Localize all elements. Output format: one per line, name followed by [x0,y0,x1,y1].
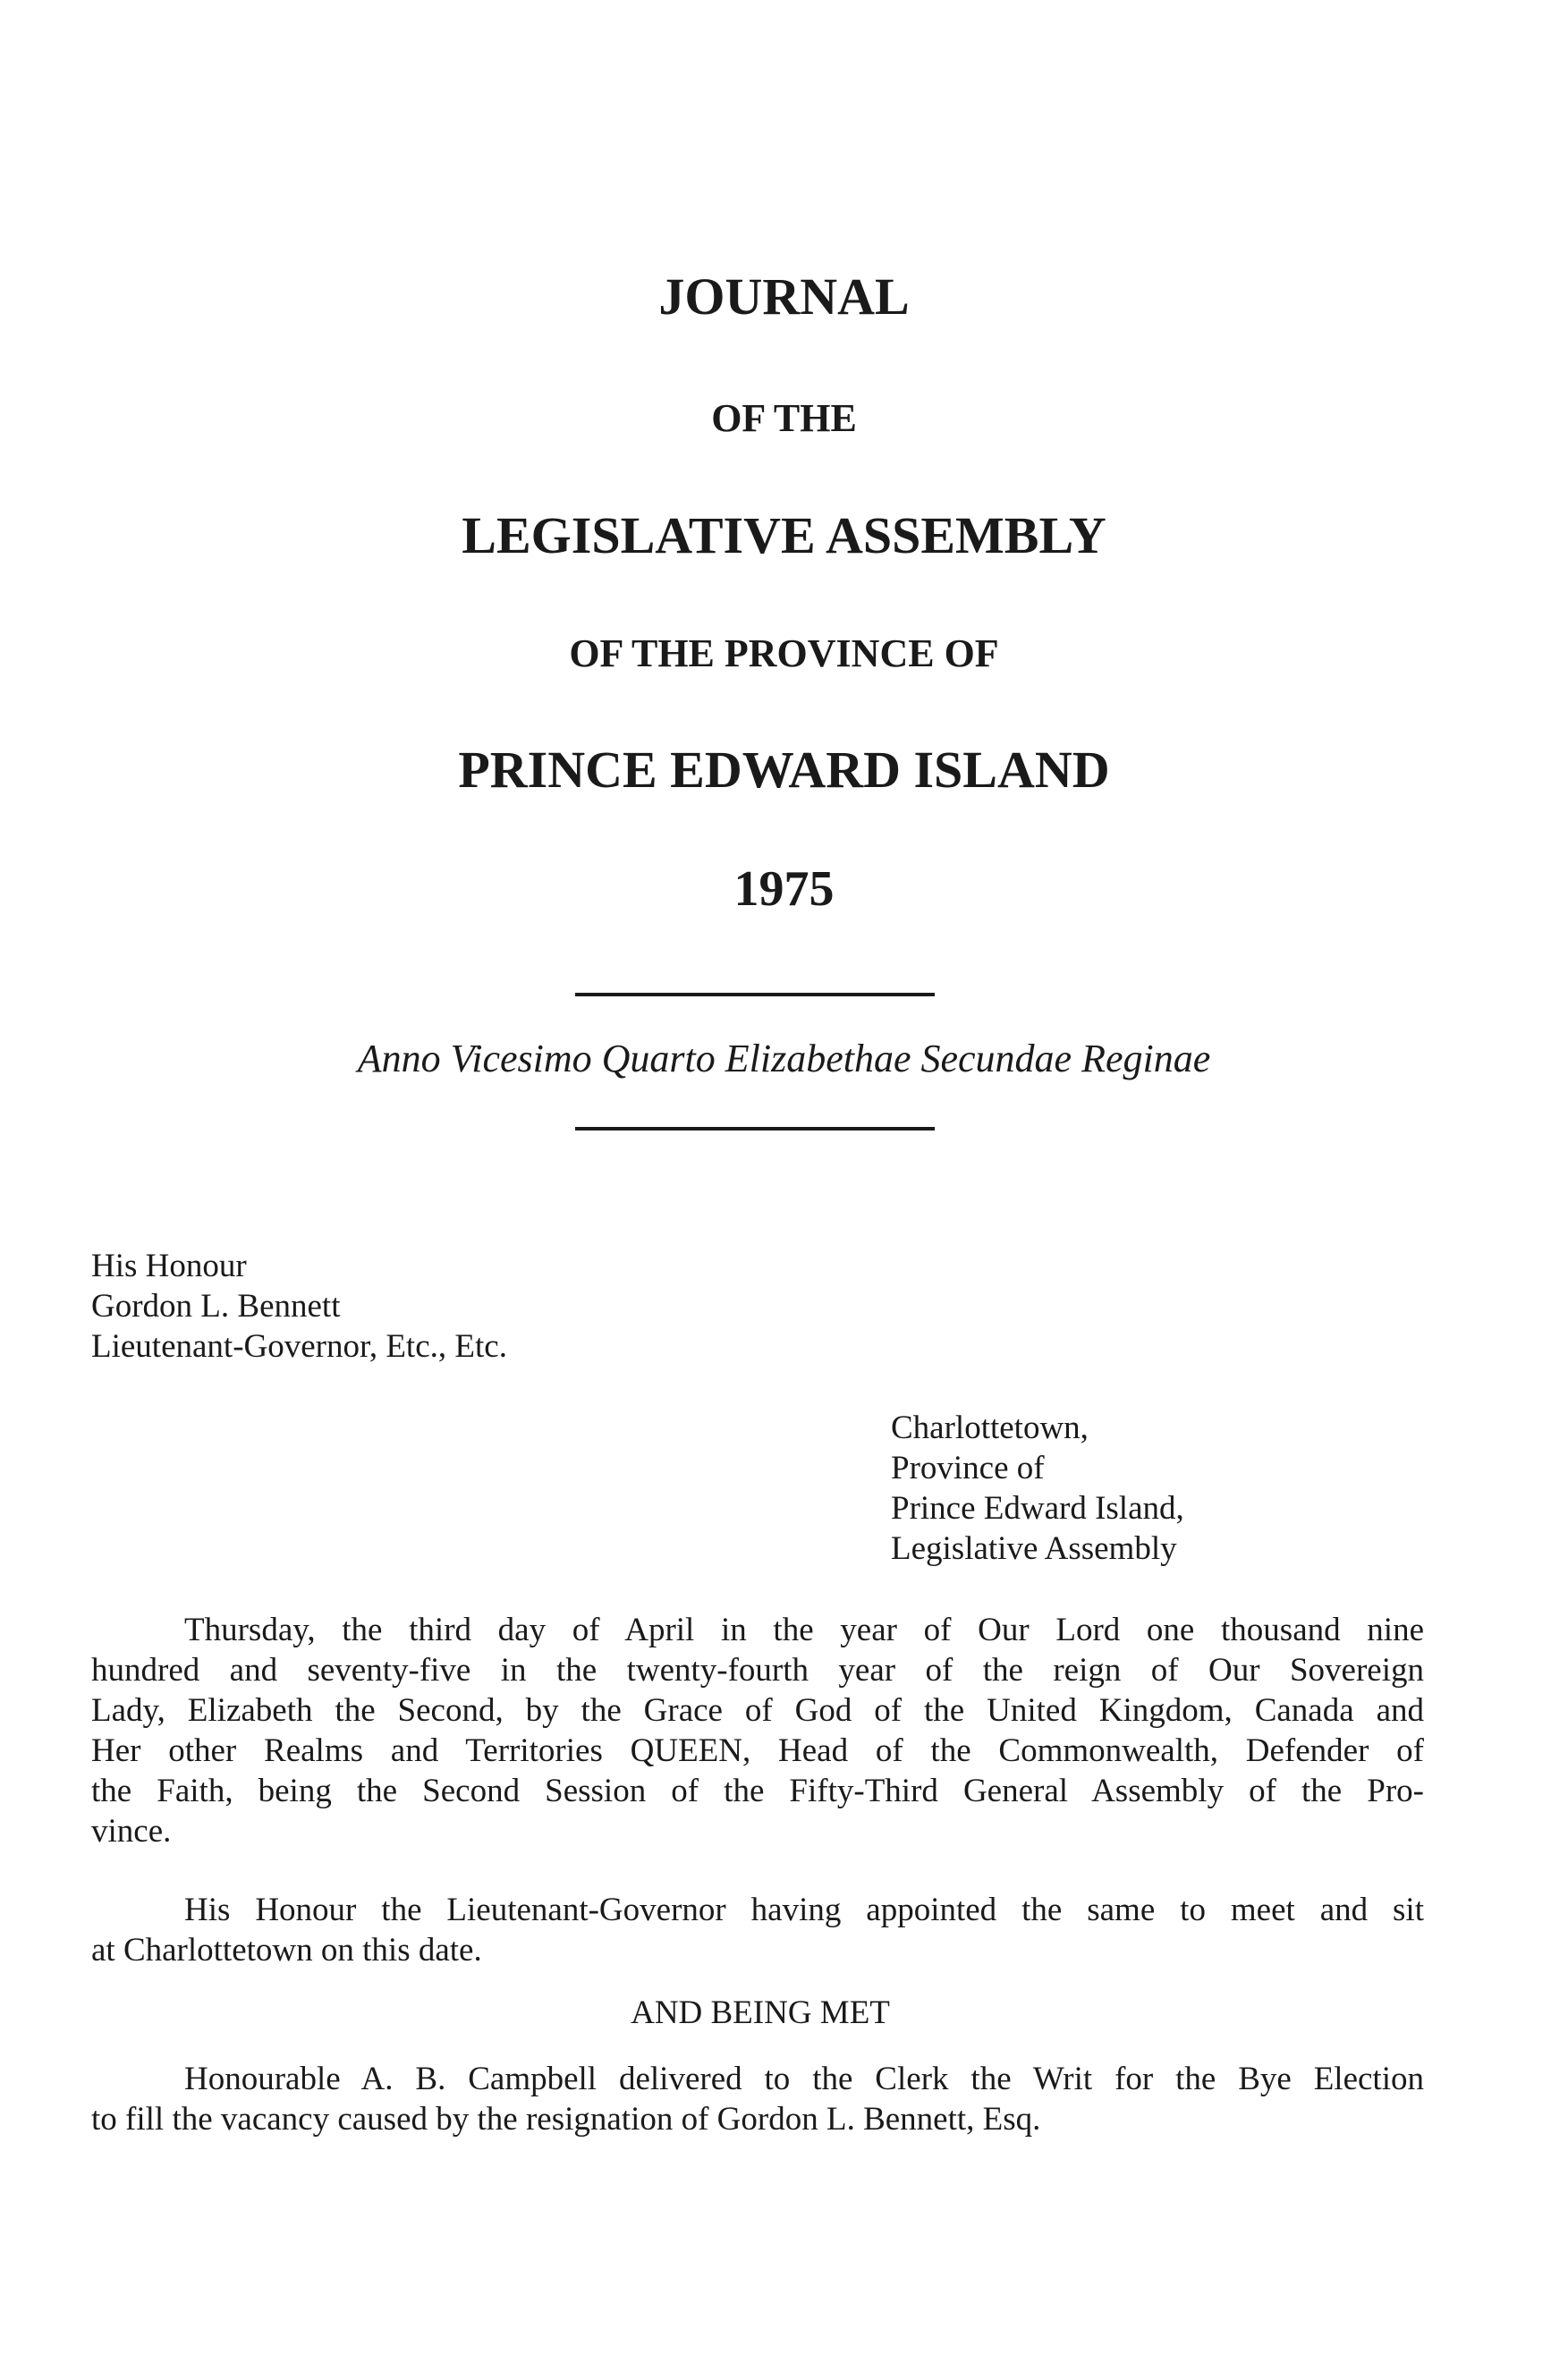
title-legislative-assembly: LEGISLATIVE ASSEMBLY [462,506,1106,564]
place-block [891,1408,1184,1569]
addressee-line: His Honour [91,1248,247,1284]
place-line: Legislative Assembly [891,1530,1177,1567]
divider-rule-top [575,993,935,996]
addressee-block [91,1246,507,1367]
title-of-the-province-of: OF THE PROVINCE OF [569,631,999,675]
opening-paragraph [91,1610,1424,1851]
writ-paragraph [91,2059,1424,2139]
title-journal: JOURNAL [658,267,910,326]
paragraph-line: to fill the vacancy caused by the resignation of Gordon L. Bennett, Esq. [91,2101,1041,2138]
paragraph-line: at Charlottetown on this date. [91,1932,482,1969]
paragraph-line: Thursday, the third day of April in the year of Our Lord one thousand nine [184,1612,1424,1648]
regnal-year-line: Anno Vicesimo Quarto Elizabethae Secundae Reginae [357,1037,1211,1080]
appointment-paragraph [91,1890,1424,1970]
paragraph-line: the Faith, being the Second Session of the Fifty-Third General Assembly of the Pro- [91,1773,1424,1809]
paragraph-line: hundred and seventy-five in the twenty-fourth year of the reign of Our Sovereign [91,1652,1424,1689]
title-of-the: OF THE [711,396,857,440]
being-met-heading: AND BEING MET [631,1994,890,2031]
addressee-line: Gordon L. Bennett [91,1288,341,1325]
addressee-line: Lieutenant-Governor, Etc., Etc. [91,1328,507,1365]
paragraph-line: Honourable A. B. Campbell delivered to the Clerk the Writ for the Bye Election [184,2061,1424,2097]
paragraph-line: His Honour the Lieutenant-Governor having appointed the same to meet and sit [184,1892,1424,1928]
title-prince-edward-island: PRINCE EDWARD ISLAND [458,741,1110,799]
place-line: Prince Edward Island, [891,1490,1184,1527]
paragraph-line: vince. [91,1813,172,1850]
place-line: Province of [891,1450,1045,1486]
paragraph-line: Lady, Elizabeth the Second, by the Grace of God of the United Kingdom, Canada and [91,1692,1424,1729]
title-year: 1975 [733,861,835,917]
divider-rule-bottom [575,1127,935,1130]
place-line: Charlottetown, [891,1410,1089,1446]
paragraph-line: Her other Realms and Territories QUEEN, Head of the Commonwealth, Defender of [91,1732,1424,1769]
